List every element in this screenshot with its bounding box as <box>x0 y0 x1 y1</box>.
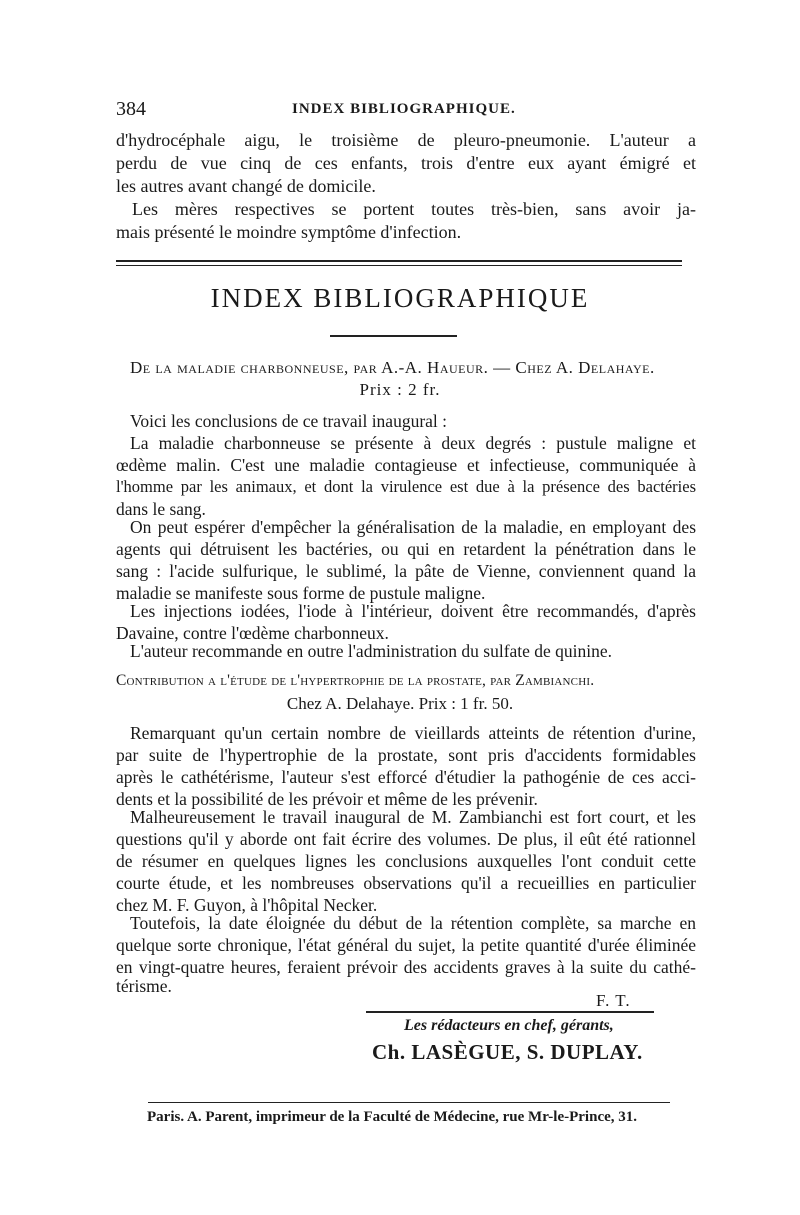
review-heading: De la maladie charbonneuse, par A.-A. Haueur. — Chez A. Delahaye. <box>130 358 655 377</box>
text-line: sang : l'acide sulfurique, le sublimé, la pâte de Vienne, conviennent quand la <box>116 561 696 581</box>
section-divider <box>116 265 682 266</box>
text-line: maladie se manifeste sous forme de pustule maligne. <box>116 583 486 603</box>
running-title: INDEX BIBLIOGRAPHIQUE. <box>292 101 516 117</box>
title-underline <box>330 335 457 337</box>
text-line: Malheureusement le travail inaugural de M. Zambianchi est fort court, et les <box>130 807 696 827</box>
text-line: après le cathétérisme, l'auteur s'est efforcé d'étudier la pathogénie de ces acci- <box>116 767 696 787</box>
text-line: les autres avant changé de domicile. <box>116 176 376 196</box>
text-line: chez M. F. Guyon, à l'hôpital Necker. <box>116 895 378 915</box>
text-line: Remarquant qu'un certain nombre de vieillards atteints de rétention d'urine, <box>130 723 696 743</box>
text-line: l'homme par les animaux, et dont la virulence est due à la présence des bactéries <box>116 477 696 496</box>
text-line: Les mères respectives se portent toutes très-bien, sans avoir ja- <box>132 199 696 219</box>
review-signature: F. T. <box>596 991 631 1010</box>
editors-names: Ch. LASÈGUE, S. DUPLAY. <box>372 1040 643 1064</box>
text-line: Voici les conclusions de ce travail inaugural : <box>130 411 448 431</box>
text-line: Toutefois, la date éloignée du début de la rétention complète, sa marche en <box>130 913 696 933</box>
imprint-divider <box>148 1102 670 1103</box>
text-line: mais présenté le moindre symptôme d'infection. <box>116 222 462 242</box>
editors-divider <box>366 1011 654 1013</box>
text-line: en vingt-quatre heures, feraient prévoir des accidents graves à la suite du cathé- <box>116 957 696 977</box>
text-line: dents et la possibilité de les prévoir et même de les prévenir. <box>116 789 538 809</box>
editors-label: Les rédacteurs en chef, gérants, <box>404 1017 614 1034</box>
text-line: L'auteur recommande en outre l'administration du sulfate de quinine. <box>130 641 613 661</box>
text-line: Les injections iodées, l'iode à l'intérieur, doivent être recommandés, d'après <box>130 601 696 621</box>
text-line: d'hydrocéphale aigu, le troisième de pleuro-pneumonie. L'auteur a <box>116 130 696 150</box>
text-line: agents qui détruisent les bactéries, ou qui en retardent la pénétration dans le <box>116 539 696 559</box>
text-line: œdème malin. C'est une maladie contagieuse et infectieuse, communiquée à <box>116 455 696 475</box>
text-line: de résumer en quelques lignes les conclusions auxquelles l'ont conduit cette <box>116 851 696 871</box>
review-heading: Contribution a l'étude de l'hypertrophie de la prostate, par Zambianchi. <box>116 672 595 689</box>
page-number: 384 <box>116 98 146 120</box>
text-line: quelque sorte chronique, l'état général du sujet, la petite quantité d'urée éliminée <box>116 935 696 955</box>
text-line: par suite de l'hypertrophie de la prostate, sont pris d'accidents formidables <box>116 745 696 765</box>
text-line: dans le sang. <box>116 499 206 519</box>
text-line: questions qu'il y aborde ont fait écrire des volumes. De plus, il eût été rationnel <box>116 829 696 849</box>
text-line: On peut espérer d'empêcher la généralisation de la maladie, en employant des <box>130 517 696 537</box>
text-line: perdu de vue cinq de ces enfants, trois d'entre eux ayant émigré et <box>116 153 696 173</box>
review-price: Chez A. Delahaye. Prix : 1 fr. 50. <box>286 694 514 713</box>
text-line: Davaine, contre l'œdème charbonneux. <box>116 623 389 643</box>
text-line: courte étude, et les nombreuses observations qu'il a recueillies en particulier <box>116 873 696 893</box>
text-line: La maladie charbonneuse se présente à deux degrés : pustule maligne et <box>130 433 696 453</box>
text-line: térisme. <box>116 976 172 996</box>
section-divider <box>116 260 682 262</box>
imprint: Paris. A. Parent, imprimeur de la Faculté de Médecine, rue Mr-le-Prince, 31. <box>147 1109 638 1125</box>
review-price: Prix : 2 fr. <box>359 380 441 399</box>
section-title: INDEX BIBLIOGRAPHIQUE <box>210 283 590 313</box>
